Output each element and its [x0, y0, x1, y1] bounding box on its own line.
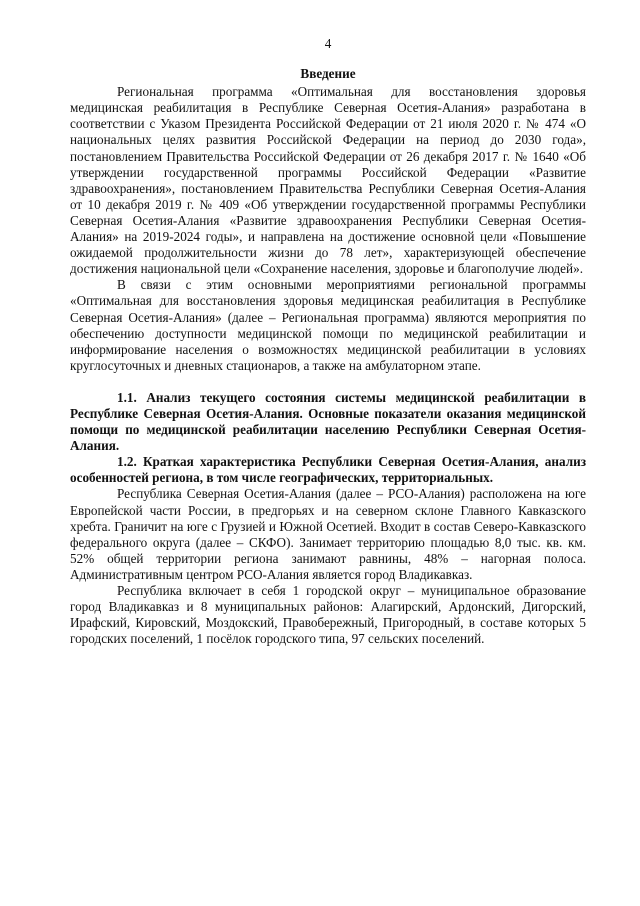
intro-paragraph-1: Региональная программа «Оптимальная для восстановления здоровья медицинская реабилитация в Республике Северная Осетия-Алания» разработана в соответствии с Указом Президента Российской Федерации от 21 июля 2020 г. № 474 «О национальных целях развития Российской Федерации на период до 2030 года», постановлением Правительства Российской Федерации от 26 декабря 2017 г. № 1640 «Об утверждении государственной программы Российской Федерации «Развитие здравоохранения», постановлением Правительства Республики Северная Осетия-Алания от 10 декабря 2019 г. № 409 «Об утверждении государственной программы Республики Северная Осетия-Алания «Развитие здравоохранения Республики Северная Осетия-Алания» на 2019-2024 годы», и направлена на достижение основной цели «Повышение ожидаемой продолжительности жизни до 78 лет», характеризующей обеспечение достижения национальной цели «Сохранение населения, здоровье и благополучие людей».: [70, 84, 586, 277]
region-paragraph-1: Республика Северная Осетия-Алания (далее – РСО-Алания) расположена на юге Европейской части России, в предгорьях и на северном склоне Главного Кавказского хребта. Граничит на юге с Грузией и Южной Осетией. Входит в состав Северо-Кавказского федерального округа (далее – СКФО). Занимает территорию площадью 8,0 тыс. кв. км. 52% общей территории региона занимают равнины, 48% – нагорная полоса. Административным центром РСО-Алания является город Владикавказ.: [70, 486, 586, 582]
section-heading-1-2: 1.2. Краткая характеристика Республики Северная Осетия-Алания, анализ особенностей региона, в том числе географических, территориальных.: [70, 454, 586, 486]
section-title-introduction: Введение: [300, 66, 356, 82]
intro-paragraph-2: В связи с этим основными мероприятиями региональной программы «Оптимальная для восстановления здоровья медицинская реабилитация в Республике Северная Осетия-Алания» (далее – Региональная программа) являются мероприятия по обеспечению доступности медицинской помощи по медицинской реабилитации и информирование населения о возможностях медицинской реабилитации в условиях круглосуточных и дневных стационаров, а также на амбулаторном этапе.: [70, 277, 586, 373]
region-paragraph-2: Республика включает в себя 1 городской округ – муниципальное образование город Владикавказ и 8 муниципальных районов: Алагирский, Ардонский, Дигорский, Ирафский, Кировский, Моздокский, Правобережный, Пригородный, в составе которых 5 городских поселений, 1 посёлок городского типа, 97 сельских поселений.: [70, 583, 586, 647]
page-number: 4: [324, 36, 332, 51]
section-heading-1-1: 1.1. Анализ текущего состояния системы медицинской реабилитации в Республике Северная Осетия-Алания. Основные показатели оказания медицинской помощи по медицинской реабилитации населению Республики Северная Осетия-Алания.: [70, 389, 586, 454]
